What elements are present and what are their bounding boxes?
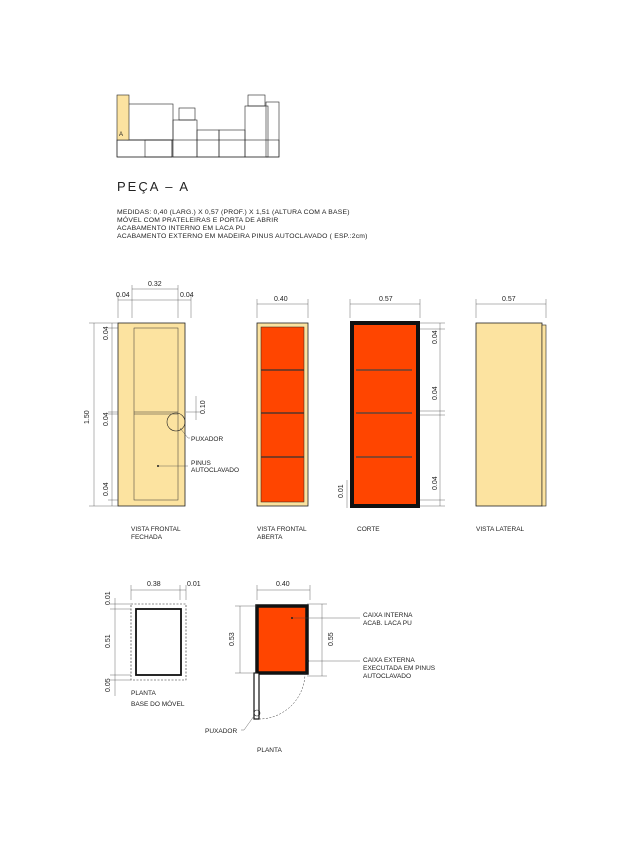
note-line-1: MEDIDAS: 0,40 (LARG.) X 0,57 (PROF.) X 1,51 (ALTURA COM A BASE) bbox=[117, 209, 350, 216]
view-front-open bbox=[257, 296, 308, 541]
caption-section: CORTE bbox=[357, 526, 380, 533]
note-line-3: ACABAMENTO INTERNO EM LACA PU bbox=[117, 225, 246, 232]
base-inner bbox=[136, 609, 181, 675]
dim-base-depth: 0.51 bbox=[105, 634, 112, 648]
key-plan-marker: A bbox=[119, 132, 124, 138]
note-line-2: MÓVEL COM PRATELEIRAS E PORTA DE ABRIR bbox=[117, 217, 279, 224]
cabinet-front-open-interior bbox=[261, 327, 304, 502]
label-external-2: EXECUTADA EM PINUS bbox=[363, 665, 436, 672]
dim-total-height: 1.50 bbox=[84, 410, 91, 424]
dim-front-left: 0.04 bbox=[116, 292, 130, 299]
dim-section-mid: 0.04 bbox=[432, 386, 439, 400]
caption-side: VISTA LATERAL bbox=[476, 526, 525, 533]
dim-base-offset: 0.01 bbox=[187, 581, 201, 588]
dim-side-depth: 0.57 bbox=[502, 296, 516, 303]
dim-front-width: 0.32 bbox=[148, 281, 162, 288]
caption-front-open-2: ABERTA bbox=[257, 534, 283, 541]
caption-base-plan-2: BASE DO MÓVEL bbox=[131, 701, 185, 708]
dim-plan-width: 0.40 bbox=[276, 581, 290, 588]
dim-section-bottom: 0.04 bbox=[432, 476, 439, 490]
label-pinus-2: AUTOCLAVADO bbox=[191, 467, 240, 474]
dim-section-top: 0.04 bbox=[432, 330, 439, 344]
label-handle-plan: PUXADOR bbox=[205, 728, 238, 735]
label-external-3: AUTOCLAVADO bbox=[363, 673, 412, 680]
label-pinus-1: PINUS bbox=[191, 460, 211, 467]
caption-front-open-1: VISTA FRONTAL bbox=[257, 526, 307, 533]
sheet-title: PEÇA – A bbox=[117, 179, 191, 194]
label-external-1: CAIXA EXTERNA bbox=[363, 657, 415, 664]
dim-section-base: 0.01 bbox=[338, 484, 345, 498]
caption-front-closed-1: VISTA FRONTAL bbox=[131, 526, 181, 533]
view-base-plan bbox=[105, 581, 201, 708]
cabinet-front-closed bbox=[118, 323, 185, 506]
key-plan bbox=[117, 95, 279, 157]
dim-front-right: 0.04 bbox=[180, 292, 194, 299]
label-internal-1: CAIXA INTERNA bbox=[363, 612, 413, 619]
caption-base-plan-1: PLANTA bbox=[131, 690, 156, 697]
dim-base-width: 0.38 bbox=[147, 581, 161, 588]
dim-base-top: 0.01 bbox=[105, 591, 112, 605]
plan-external-box bbox=[257, 606, 307, 673]
dim-handle-height: 0.10 bbox=[200, 400, 207, 414]
dim-front-bottom: 0.04 bbox=[103, 482, 110, 496]
note-line-4: ACABAMENTO EXTERNO EM MADEIRA PINUS AUTOCLAVADO ( ESP.:2cm) bbox=[117, 233, 368, 240]
dim-base-bottom: 0.05 bbox=[105, 678, 112, 692]
dim-section-depth: 0.57 bbox=[379, 296, 393, 303]
view-section bbox=[338, 296, 445, 533]
view-front-closed bbox=[84, 281, 239, 541]
dim-plan-left: 0.53 bbox=[229, 632, 236, 646]
dim-plan-right: 0.55 bbox=[328, 632, 335, 646]
label-handle-front: PUXADOR bbox=[191, 436, 224, 443]
cabinet-section bbox=[352, 323, 418, 506]
label-internal-2: ACAB. LACA PU bbox=[363, 620, 412, 627]
view-plan bbox=[205, 581, 436, 754]
caption-plan: PLANTA bbox=[257, 747, 282, 754]
dim-front-top: 0.04 bbox=[103, 326, 110, 340]
dim-front-mid: 0.04 bbox=[103, 412, 110, 426]
view-side bbox=[476, 296, 546, 533]
plan-door bbox=[254, 673, 259, 719]
caption-front-closed-2: FECHADA bbox=[131, 534, 163, 541]
dim-open-width: 0.40 bbox=[274, 296, 288, 303]
cabinet-side bbox=[476, 323, 542, 506]
